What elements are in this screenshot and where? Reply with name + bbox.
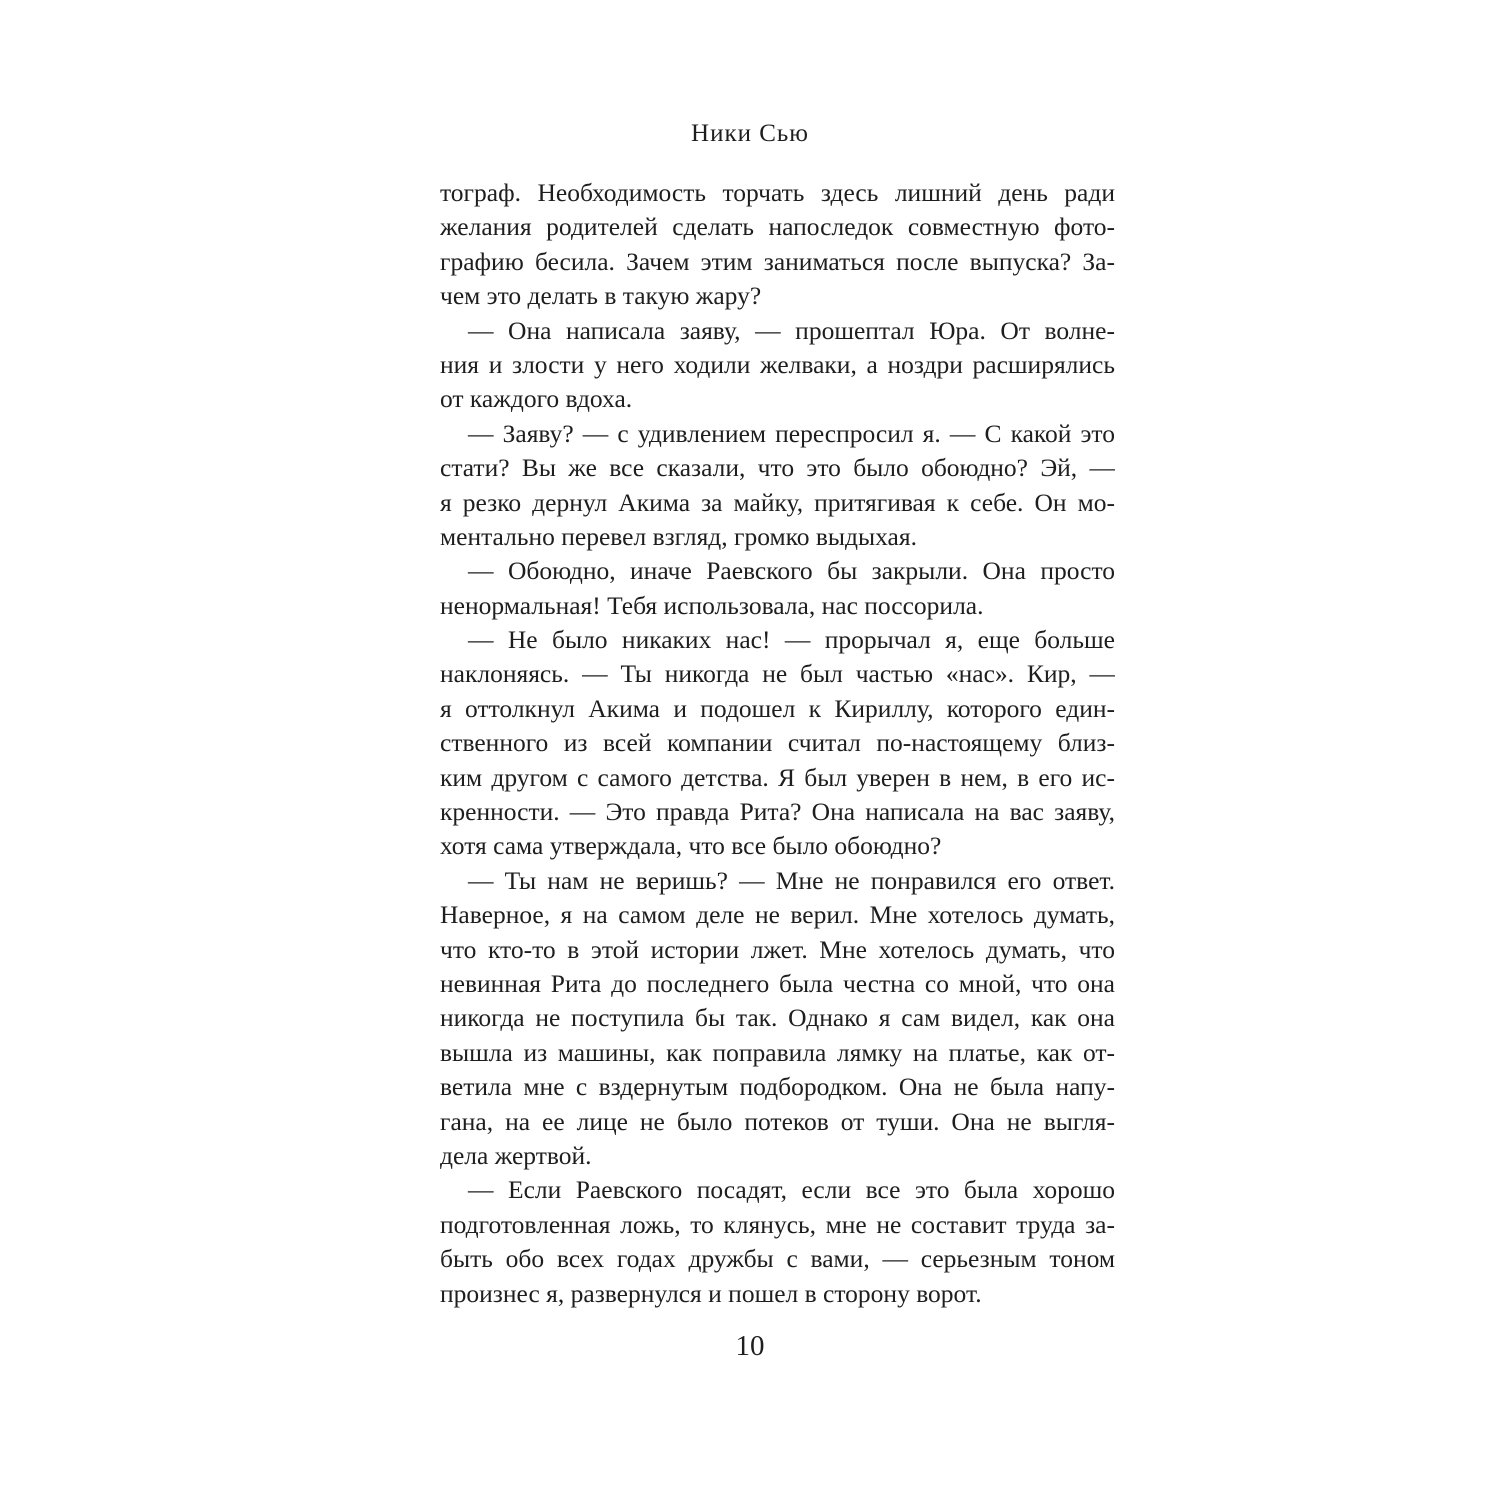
running-head-author: Ники Сью: [691, 120, 809, 147]
text-line: ментально перевел взгляд, громко выдыхая.: [440, 521, 917, 551]
text-line: хотя сама утверждала, что все было обоюдно?: [440, 831, 942, 861]
text-line: от каждого вдоха.: [440, 384, 633, 414]
text-line: наклоняясь. — Ты никогда не был частью «нас». Кир, —: [440, 659, 1115, 689]
text-line: гана, на ее лице не было потеков от туши. Она не выгля-: [440, 1106, 1115, 1136]
text-line: никогда не поступила бы так. Однако я сам видел, как она: [440, 1003, 1115, 1033]
text-line: ветила мне с вздернутым подбородком. Она не была напу-: [440, 1072, 1115, 1102]
text-line: ственного из всей компании считал по-настоящему близ-: [440, 728, 1115, 758]
text-line: — Не было никаких нас! — прорычал я, еще больше: [468, 625, 1115, 655]
text-line: дела жертвой.: [440, 1140, 592, 1170]
text-line: Наверное, я на самом деле не верил. Мне хотелось думать,: [440, 900, 1115, 930]
text-line: произнес я, развернулся и пошел в сторону ворот.: [440, 1278, 982, 1308]
text-line: стати? Вы же все сказали, что это было обоюдно? Эй, —: [440, 453, 1115, 483]
text-line: — Ты нам не веришь? — Мне не понравился его ответ.: [468, 865, 1115, 895]
text-line: что кто-то в этой истории лжет. Мне хотелось думать, что: [440, 934, 1115, 964]
text-line: графию бесила. Зачем этим заниматься после выпуска? За-: [440, 246, 1115, 276]
body-text: [440, 176, 1115, 1311]
text-line: тограф. Необходимость торчать здесь лишний день ради: [440, 178, 1115, 207]
text-line: — Обоюдно, иначе Раевского бы закрыли. Она просто: [468, 556, 1115, 586]
text-line: — Она написала заяву, — прошептал Юра. От волне-: [468, 315, 1115, 345]
text-line: невинная Рита до последнего была честна со мной, что она: [440, 968, 1115, 998]
text-line: кренности. — Это правда Рита? Она написала на вас заяву,: [440, 797, 1115, 827]
page-number: 10: [735, 1330, 765, 1362]
text-line: ким другом с самого детства. Я был уверен в нем, в его ис-: [440, 762, 1115, 792]
text-line: — Заяву? — с удивлением переспросил я. — С какой это: [468, 418, 1115, 448]
text-line: ненормальная! Тебя использовала, нас поссорила.: [440, 590, 984, 620]
text-line: ния и злости у него ходили желваки, а ноздри расширялись: [440, 349, 1115, 379]
text-line: быть обо всех годах дружбы с вами, — серьезным тоном: [440, 1244, 1115, 1274]
text-line: я резко дернул Акима за майку, притягивая к себе. Он мо-: [440, 487, 1115, 517]
text-line: желания родителей сделать напоследок совместную фото-: [440, 212, 1115, 242]
text-line: вышла из машины, как поправила лямку на платье, как от-: [440, 1037, 1115, 1067]
text-line: я оттолкнул Акима и подошел к Кириллу, которого един-: [440, 693, 1115, 723]
text-line: подготовленная ложь, то клянусь, мне не составит труда за-: [440, 1209, 1115, 1239]
text-line: чем это делать в такую жару?: [440, 281, 762, 311]
text-line: — Если Раевского посадят, если все это была хорошо: [468, 1175, 1115, 1205]
